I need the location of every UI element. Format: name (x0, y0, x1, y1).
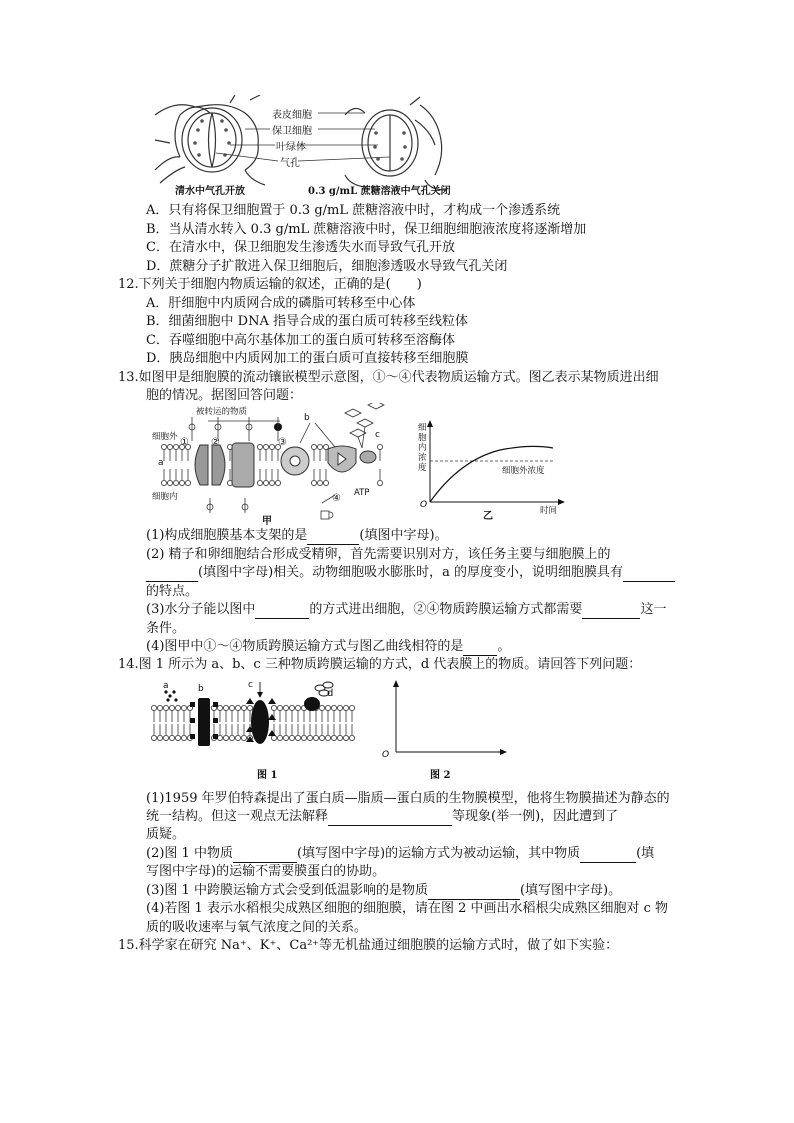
q11-option-d: D．蔗糖分子扩散进入保卫细胞后，细胞渗透吸水导致气孔关闭 (146, 259, 508, 274)
label-inside-cell: 细胞内 (152, 492, 178, 502)
caption-figure-2: 图 2 (430, 770, 451, 781)
label-transported-substance: 被转运的物质 (196, 407, 248, 417)
fig1-mark-a: a (163, 681, 169, 691)
label-epidermal-cell: 表皮细胞 (272, 110, 312, 121)
q14-sub2-line2: 写图中字母)的运输不需要膜蛋白的协助。 (146, 864, 386, 879)
q13-sub1: (1)构成细胞膜基本支架的是 (填图中字母)。 (146, 528, 448, 543)
fig1-mark-b: b (198, 684, 204, 694)
figure-2-empty-axes (388, 680, 508, 756)
q11-option-c: C．在清水中，保卫细胞发生渗透失水而导致气孔开放 (146, 240, 455, 255)
q14-sub3: (3)图 1 中跨膜运输方式会受到低温影响的是物质 (填写图中字母)。 (146, 883, 622, 898)
q13-sub4: (4)图甲中①～④物质跨膜运输方式与图乙曲线相符的是 。 (146, 639, 511, 654)
fig1-mark-c: c (248, 680, 253, 690)
q14-sub4-line2: 质的吸收速率与氧气浓度之间的关系。 (146, 920, 368, 935)
answer-blank[interactable] (233, 848, 297, 863)
answer-blank[interactable] (623, 567, 675, 582)
mark-a: a (158, 458, 164, 468)
x-axis-label-time: 时间 (540, 506, 558, 516)
q13-stem-line2: 胞的情况。据图回答问题： (146, 388, 303, 403)
q11-option-b: B．当从清水转入 0.3 g/mL 蔗糖溶液中时，保卫细胞细胞液浓度将逐渐增加 (146, 222, 587, 237)
label-chloroplast: 叶绿体 (276, 142, 306, 153)
answer-blank[interactable] (146, 567, 198, 582)
mark-c: c (375, 430, 380, 440)
mark-b: b (304, 413, 310, 423)
origin-label-fig2: O (382, 750, 390, 760)
answer-blank[interactable] (463, 641, 497, 656)
q13-sub2-line2: (填图中字母)相关。动物细胞吸水膨胀时，a 的厚度变小，说明细胞膜具有 (146, 564, 675, 582)
q13-sub2-line1: (2) 精子和卵细胞结合形成受精卵，首先需要识别对方，该任务主要与细胞膜上的 (146, 547, 611, 562)
membrane-model-figure (150, 403, 390, 528)
answer-blank[interactable] (582, 604, 640, 619)
guard-cell-closed-drawing (345, 97, 445, 190)
y-axis-label: 细 胞 内 浓 度 (418, 423, 427, 473)
q12-stem: 12.下列关于细胞内物质运输的叙述，正确的是( ) (118, 277, 422, 292)
mark-circled-1: ① (180, 437, 189, 448)
answer-blank[interactable] (328, 811, 452, 826)
membrane-proteins (195, 443, 376, 487)
label-outside-cell: 细胞外 (152, 432, 178, 442)
q13-stem-line1: 13.如图甲是细胞膜的流动镶嵌模型示意图，①～④代表物质运输方式。图乙表示某物质进出细 (118, 370, 659, 385)
q14-sub1-line1: (1)1959 年罗伯特森提出了蛋白质—脂质—蛋白质的生物膜模型，他将生物膜描述为静态的 (146, 791, 670, 806)
answer-blank[interactable] (428, 885, 520, 900)
q14-sub2-line1: (2)图 1 中物质 (填写图中字母)的运输方式为被动运输，其中物质 (填 (146, 846, 655, 861)
q13-sub3-line1: (3)水分子能以图中 的方式进出细胞，②④物质跨膜运输方式都需要 这一 (146, 602, 667, 617)
q14-sub1-line2: 统一结构。但这一观点无法解释 等现象(举一例)，因此遭到了 (146, 809, 619, 824)
q13-sub3-line2: 条件。 (146, 621, 186, 636)
guard-cell-open-drawing (155, 95, 265, 185)
label-outside-concentration: 细胞外浓度 (502, 466, 545, 476)
caption-figure-jia: 甲 (262, 516, 272, 527)
q13-sub2-line3: 的特点。 (146, 584, 199, 599)
mark-atp: ATP (354, 488, 370, 498)
mark-circled-2: ② (211, 437, 220, 448)
mark-circled-4: ④ (332, 493, 341, 504)
origin-label-yi: O (420, 500, 428, 510)
q14-stem: 14.图 1 所示为 a、b、c 三种物质跨膜运输的方式，d 代表膜上的物质。请回答下列问题： (118, 657, 642, 672)
caption-figure-yi: 乙 (483, 511, 493, 522)
caption-figure-1: 图 1 (257, 770, 278, 781)
fig1-mark-d: d (327, 688, 334, 699)
atp-box (321, 511, 329, 519)
q14-sub4-line1: (4)若图 1 表示水稻根尖成熟区细胞的细胞膜，请在图 2 中画出水稻根尖成熟区细胞对 c 物 (146, 901, 669, 916)
q12-option-c: C．吞噬细胞中高尔基体加工的蛋白质可转移至溶酶体 (146, 333, 455, 348)
q12-option-b: B．细菌细胞中 DNA 指导合成的蛋白质可转移至线粒体 (146, 314, 469, 329)
q12-option-d: D．胰岛细胞中内质网加工的蛋白质可直接转移至细胞膜 (146, 351, 469, 366)
caption-closed-stoma: 0.3 g/mL 蔗糖溶液中气孔关闭 (308, 186, 451, 197)
q12-option-a: A．肝细胞中内质网合成的磷脂可转移至中心体 (146, 296, 416, 311)
q15-stem: 15.科学家在研究 Na⁺、K⁺、Ca²⁺等无机盐通过细胞膜的运输方式时，做了如下实验： (118, 938, 619, 953)
answer-blank[interactable] (255, 604, 309, 619)
answer-blank[interactable] (580, 848, 636, 863)
answer-blank[interactable] (307, 530, 359, 545)
label-stoma: 气孔 (280, 158, 300, 169)
label-guard-cell: 保卫细胞 (272, 126, 312, 137)
q14-sub1-line3: 质疑。 (146, 827, 186, 842)
caption-open-stoma: 清水中气孔开放 (175, 186, 245, 197)
glycoprotein-chains (345, 403, 384, 448)
mark-circled-3: ③ (278, 437, 287, 448)
q11-option-a: A．只有将保卫细胞置于 0.3 g/mL 蔗糖溶液中时，才构成一个渗透系统 (146, 203, 561, 218)
